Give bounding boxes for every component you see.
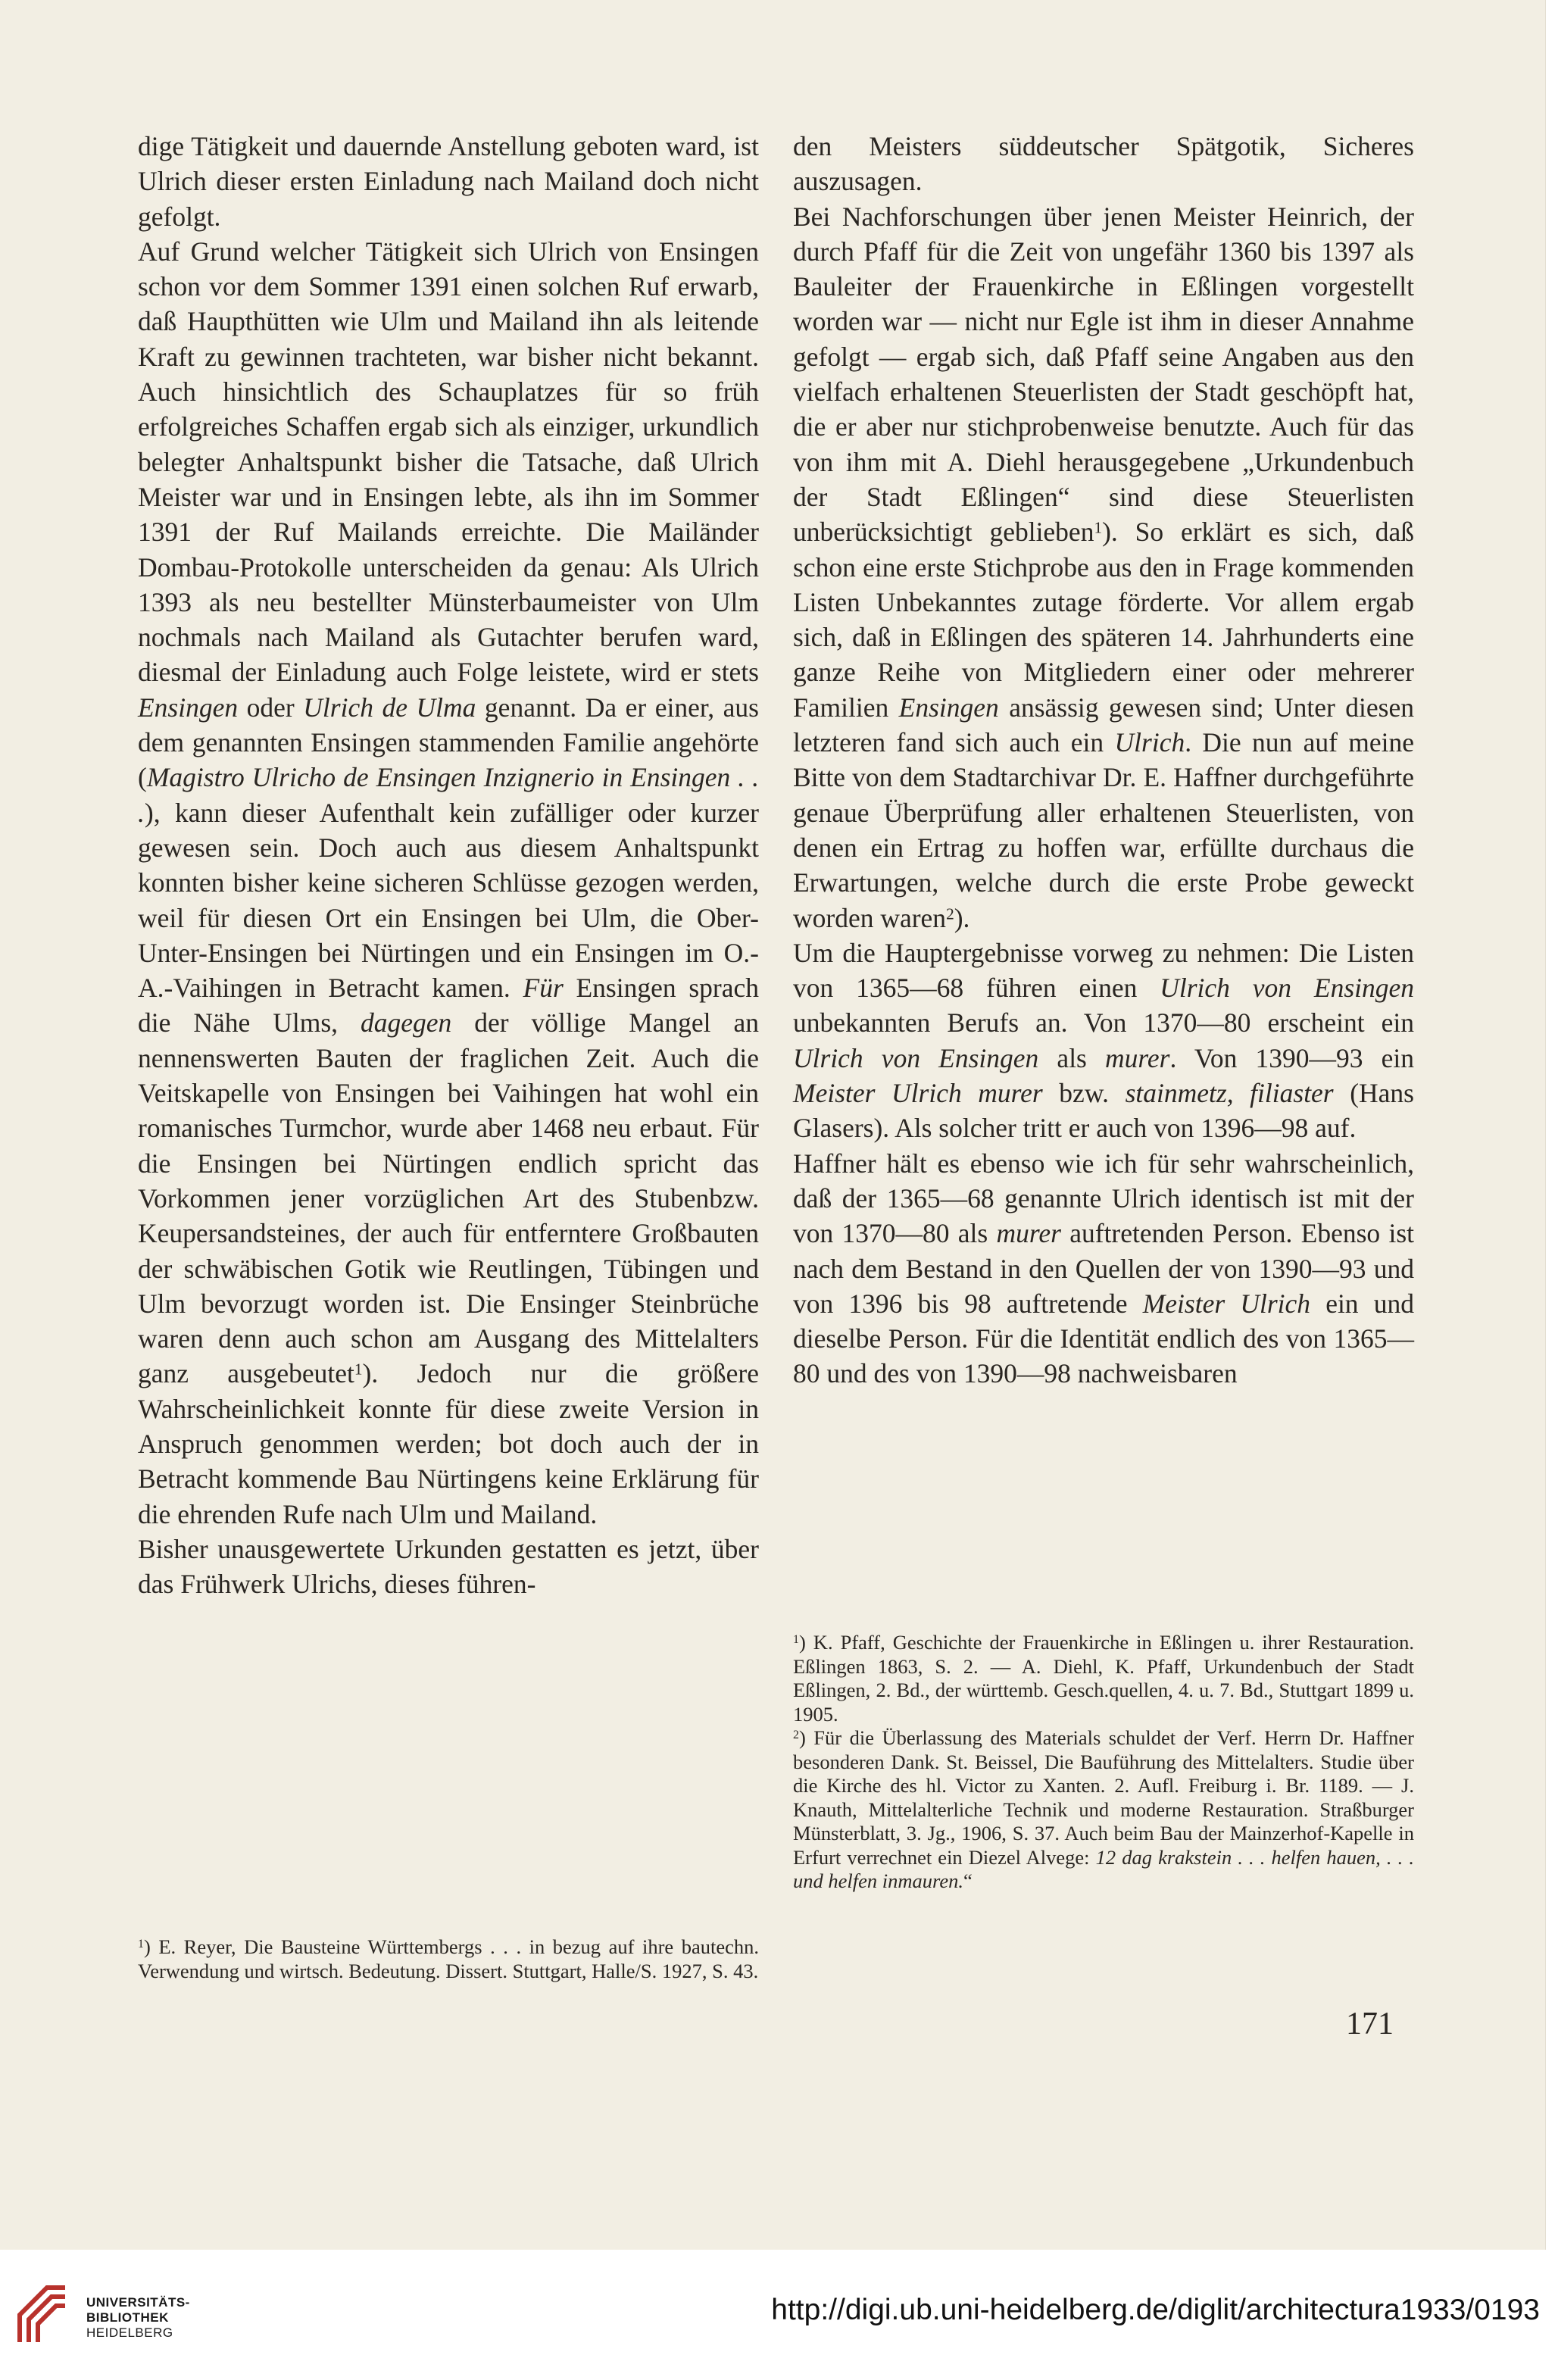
italic-text: Magistro Ulricho de Ensingen Inzignerio in Ensingen . . .	[138, 762, 759, 828]
italic-text: Ulrich de Ulma	[303, 692, 476, 723]
footnote-number: 2	[793, 1729, 799, 1742]
library-name-line: UNIVERSITÄTS-	[86, 2295, 190, 2310]
footnote: $^1$) E. Reyer, Die Bausteine Württembergs . . . in bezug auf ihre bautechn. Verwendung und wirtsch. Bedeutung. Dissert. Stuttgart, Halle/S. 1927, S. 43.	[138, 1935, 759, 1982]
footnote-ref: 1	[1094, 518, 1103, 537]
library-name	[86, 2295, 190, 2341]
paragraph: Bei Nachforschungen über jenen Meister Heinrich, der durch Pfaff für die Zeit von ungefähr 1360 bis 1397 als Bauleiter der Frauenkirche in Eßlingen vorgestellt worden war — nicht nur Egle ist ihm in dieser Annahme gefolgt — ergab sich, daß Pfaff seine Angaben aus den vielfach erhaltenen Steuerlisten der Stadt geschöpft hat, die er aber nur stichprobenweise benutzte. Auch für das von ihm mit A. Diehl herausgegebene „Urkundenbuch der Stadt Eßlingen“ sind diese Steuerlisten unberücksichtigt geblieben$^1$). So erklärt es sich, daß schon eine erste Stichprobe aus den in Frage kommenden Listen Unbekanntes zutage förderte. Vor allem ergab sich, daß in Eßlingen des späteren 14. Jahrhunderts eine ganze Reihe von Mitgliedern einer oder mehrerer Familien Ensingen ansässig gewesen sind; Unter diesen letzteren fand sich auch ein Ulrich. Die nun auf meine Bitte von dem Stadtarchivar Dr. E. Haffner durchgeführte genaue Überprüfung aller erhaltenen Steuerlisten, von denen ein Ertrag zu hoffen war, erfüllte durchaus die Erwartungen, welche durch die erste Probe geweckt worden waren$^2$).	[793, 201, 1415, 933]
italic-text: murer	[1105, 1042, 1170, 1073]
footnote-number: 1	[138, 1938, 144, 1951]
left-text-column	[138, 129, 759, 1601]
italic-text: Ulrich	[1114, 727, 1185, 758]
footnote: $^2$) Für die Überlassung des Materials schuldet der Verf. Herrn Dr. Haffner besonderen Dank. St. Beissel, Die Bauführung des Mittelalters. Studie über die Kirche des hl. Victor zu Xanten. 2. Aufl. Freiburg i. Br. 1189. — J. Knauth, Mittelalterliche Technik und moderne Restauration. Straßburger Münsterblatt, 3. Jg., 1906, S. 37. Auch beim Bau der Mainzerhof-Kapelle in Erfurt verrechnet ein Diezel Alvege: 12 dag krakstein . . . helfen hauen, . . . und helfen inmauren.“	[793, 1726, 1414, 1892]
footnote-number: 1	[793, 1633, 799, 1647]
right-text-column	[793, 129, 1414, 1391]
left-footnotes	[138, 1935, 759, 1983]
paragraph: dige Tätigkeit und dauernde Anstellung geboten ward, ist Ulrich dieser ersten Einladung nach Mailand doch nicht gefolgt.	[138, 131, 759, 232]
italic-text: Meister Ulrich	[1142, 1288, 1311, 1319]
footnote: $^1$) K. Pfaff, Geschichte der Frauenkirche in Eßlingen u. ihrer Restauration. Eßlingen 1863, S. 2. — A. Diehl, K. Pfaff, Urkundenbuch der Stadt Eßlingen, 2. Bd., der württemb. Gesch.quellen, 4. u. 7. Bd., Stuttgart 1899 u. 1905.	[793, 1631, 1414, 1726]
italic-text: Für	[523, 973, 564, 1004]
italic-text: stainmetz, filiaster	[1125, 1078, 1334, 1109]
italic-text: dagegen	[360, 1007, 452, 1039]
library-name-line: BIBLIOTHEK	[86, 2310, 169, 2325]
footnote-ref: 2	[946, 904, 954, 923]
footnote-ref: 1	[354, 1360, 363, 1379]
right-footnotes	[793, 1631, 1414, 1894]
paragraph: Um die Hauptergebnisse vorweg zu nehmen: Die Listen von 1365—68 führen einen Ulrich von Ensingen unbekannten Berufs an. Von 1370—80 erscheint ein Ulrich von Ensingen als murer. Von 1390—93 ein Meister Ulrich murer bzw. stainmetz, filiaster (Hans Glasers). Als solcher tritt er auch von 1396—98 auf.	[793, 937, 1415, 1144]
italic-text: Ensingen	[138, 692, 239, 723]
paragraph: Bisher unausgewertete Urkunden gestatten es jetzt, über das Frühwerk Ulrichs, dieses führen-	[138, 1533, 759, 1600]
paragraph: Haffner hält es ebenso wie ich für sehr wahrscheinlich, daß der 1365—68 genannte Ulrich identisch ist mit der von 1370—80 als murer auftretenden Person. Ebenso ist nach dem Bestand in den Quellen der von 1390—93 und von 1396 bis 98 auftretende Meister Ulrich ein und dieselbe Person. Für die Identität endlich des von 1365—80 und des von 1390—98 nachweisbaren	[793, 1148, 1414, 1389]
paragraph: Auf Grund welcher Tätigkeit sich Ulrich von Ensingen schon vor dem Sommer 1391 einen solchen Ruf erwarb, daß Haupthütten wie Ulm und Mailand ihn als leitende Kraft zu gewinnen trachteten, war bisher nicht bekannt. Auch hinsichtlich des Schauplatzes für so früh erfolgreiches Schaffen ergab sich als einziger, urkundlich belegter Anhaltspunkt bisher die Tatsache, daß Ulrich Meister war und in Ensingen lebte, als ihn im Sommer 1391 der Ruf Mailands erreichte. Die Mailänder Dombau-Protokolle unterscheiden da genau: Als Ulrich 1393 als neu bestellter Münsterbaumeister von Ulm nochmals nach Mailand als Gutachter berufen ward, diesmal der Einladung auch Folge leistete, wird er stets Ensingen oder Ulrich de Ulma genannt. Da er einer, aus dem genannten Ensingen stammenden Familie angehörte (Magistro Ulricho de Ensingen Inzignerio in Ensingen . . .), kann dieser Aufenthalt kein zufälliger oder kurzer gewesen sein. Doch auch aus diesem Anhaltspunkt konnten bisher keine sicheren Schlüsse gezogen werden, weil für diesen Ort ein Ensingen bei Ulm, die Ober-Unter-Ensingen bei Nürtingen und ein Ensingen im O.-A.-Vaihingen in Betracht kamen. Für Ensingen sprach die Nähe Ulms, dagegen der völlige Mangel an nennenswerten Bauten der fraglichen Zeit. Auch die Veitskapelle von Ensingen bei Vaihingen hat wohl ein romanisches Turmchor, wurde aber 1468 neu erbaut. Für die Ensingen bei Nürtingen endlich spricht das Vorkommen jener vorzüglichen Art des Stubenbzw. Keupersandsteines, der auch für entferntere Großbauten der schwäbischen Gotik wie Reutlingen, Tübingen und Ulm bevorzugt worden ist. Die Ensinger Steinbrüche waren denn auch schon am Ausgang des Mittelalters ganz ausgebeutet$^1$). Jedoch nur die größere Wahrscheinlichkeit konnte für diese zweite Version in Anspruch genommen werden; bot doch auch der in Betracht kommende Bau Nürtingens keine Erklärung für die ehrenden Rufe nach Ulm und Mailand.	[138, 236, 759, 1529]
paragraph: den Meisters süddeutscher Spätgotik, Sicheres auszusagen.	[793, 131, 1414, 197]
italic-text: Ulrich von Ensingen	[793, 1042, 1039, 1073]
permalink-url[interactable]: http://digi.ub.uni-heidelberg.de/diglit/architectura1933/0193	[771, 2294, 1540, 2326]
italic-text: Meister Ulrich murer	[793, 1078, 1043, 1109]
library-logo-icon	[12, 2282, 73, 2348]
page-number: 171	[1346, 2007, 1394, 2041]
italic-text: 12 dag krakstein . . . helfen hauen, . . . und helfen inmauren.	[793, 1845, 1414, 1892]
library-name-line: HEIDELBERG	[86, 2325, 173, 2340]
italic-text: Ensingen	[898, 692, 999, 723]
italic-text: murer	[996, 1218, 1061, 1249]
italic-text: Ulrich von Ensingen	[1160, 973, 1414, 1004]
